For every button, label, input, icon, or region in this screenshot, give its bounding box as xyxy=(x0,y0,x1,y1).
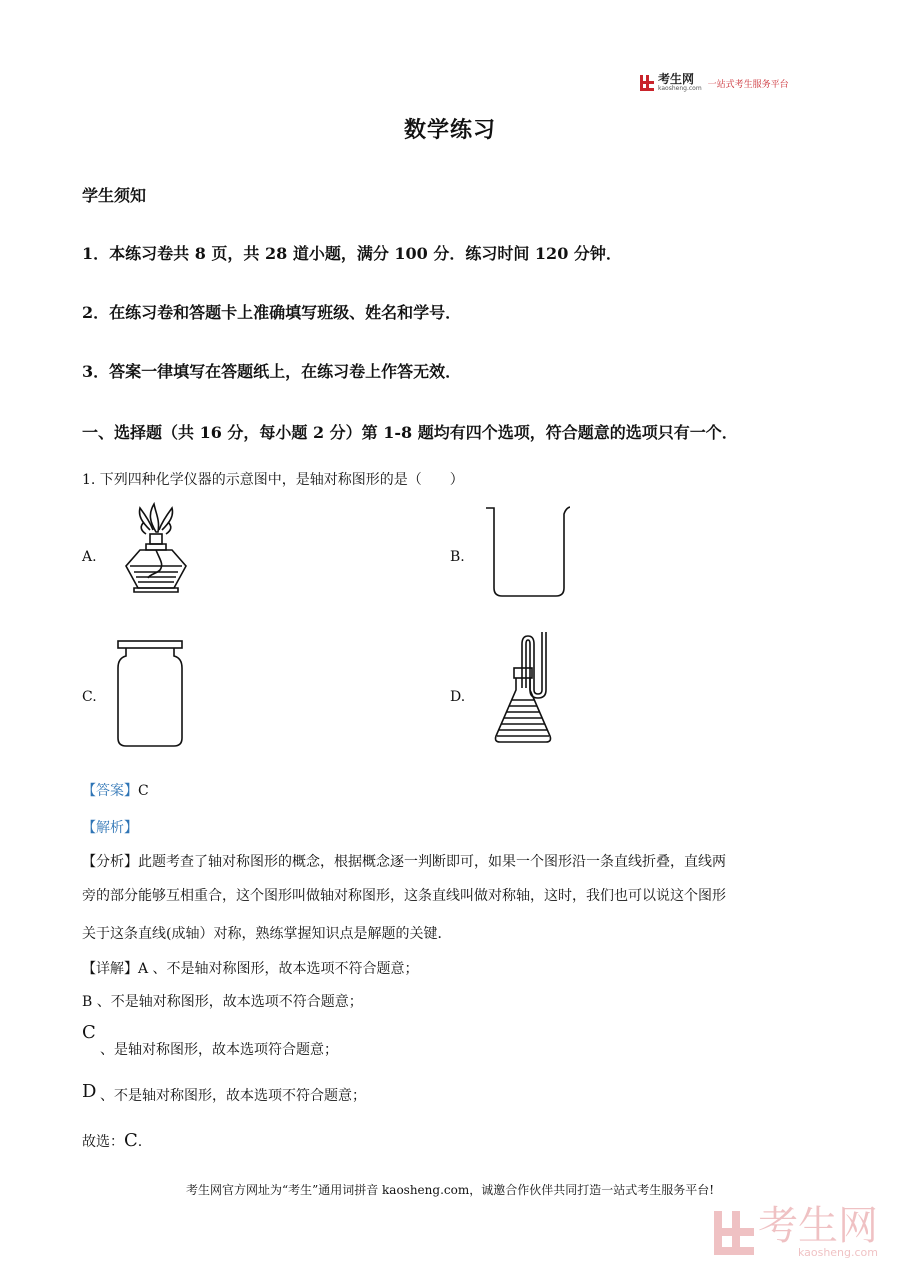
beaker-icon xyxy=(484,504,570,598)
analysis-text-1: 此题考查了轴对称图形的概念，根据概念逐一判断即可，如果一个图形沿一条直线折叠，直线两 xyxy=(138,854,726,870)
detail-d-text: 、不是轴对称图形，故本选项不符合题意； xyxy=(100,1088,366,1104)
question-1-stem: 1. 下列四种化学仪器的示意图中，是轴对称图形的是（ ） xyxy=(82,472,464,488)
choose-line xyxy=(82,1130,142,1151)
watermark-logo-icon xyxy=(714,1211,754,1255)
notice-heading: 学生须知 xyxy=(82,186,147,205)
answer-tag: 【答案】 xyxy=(82,783,138,799)
section-heading: 一、选择题（共 16 分，每小题 2 分）第 1-8 题均有四个选项，符合题意的选项只有一个． xyxy=(82,423,738,442)
watermark-sub: kaosheng.com xyxy=(797,1246,878,1259)
header-logo xyxy=(640,72,805,94)
notice-item-3: 3．答案一律填写在答题纸上，在练习卷上作答无效． xyxy=(82,362,462,381)
option-a-label: A. xyxy=(82,549,97,565)
analysis-line-3: 关于这条直线(成轴）对称，熟练掌握知识点是解题的关键． xyxy=(82,926,452,942)
flask-with-tube-icon xyxy=(488,628,556,746)
detail-c-text: 、是轴对称图形，故本选项符合题意； xyxy=(100,1042,338,1058)
option-d-label: D. xyxy=(450,689,466,705)
detail-d-letter: D xyxy=(82,1081,97,1102)
answer-value: C xyxy=(138,783,149,799)
detail-line-b: B 、不是轴对称图形，故本选项不符合题意； xyxy=(82,994,363,1010)
reagent-bottle-icon xyxy=(114,638,186,748)
watermark-text: 考生网 xyxy=(758,1203,878,1249)
choose-end: . xyxy=(137,1134,143,1150)
logo-brand-text: 考生网 xyxy=(658,72,695,86)
notice-item-2: 2．在练习卷和答题卡上准确填写班级、姓名和学号． xyxy=(82,303,462,322)
logo-mark-icon xyxy=(640,75,654,91)
detail-c-letter: C xyxy=(82,1022,96,1043)
choose-letter: C xyxy=(124,1130,138,1151)
notice-item-1: 1．本练习卷共 8 页，共 28 道小题，满分 100 分．练习时间 120 分钟． xyxy=(82,244,622,263)
analysis-tag: 【解析】 xyxy=(82,820,138,836)
detail-a-text: A 、不是轴对称图形，故本选项不符合题意； xyxy=(138,961,419,977)
alcohol-lamp-icon xyxy=(120,500,192,596)
analysis-sub-tag: 【分析】 xyxy=(82,854,138,870)
page-footer: 考生网官方网址为“考生”通用词拼音 kaosheng.com，诚邀合作伙伴共同打造一站式考生服务平台! xyxy=(185,1183,715,1197)
logo-brand-sub: kaosheng.com xyxy=(658,85,702,92)
option-c-label: C. xyxy=(82,689,97,705)
option-b-label: B. xyxy=(450,549,465,565)
logo-slogan: 一站式考生服务平台 xyxy=(707,79,789,90)
detail-line-a xyxy=(82,958,419,978)
choose-prefix: 故选： xyxy=(82,1134,124,1150)
watermark xyxy=(714,1203,878,1259)
logo-brand xyxy=(658,74,702,92)
page-title: 数学练习 xyxy=(403,117,496,143)
analysis-line-1 xyxy=(82,851,822,871)
detail-tag: 【详解】 xyxy=(82,961,138,977)
analysis-line-2: 旁的部分能够互相重合，这个图形叫做轴对称图形，这条直线叫做对称轴，这时，我们也可以说这个图形 xyxy=(82,888,726,904)
